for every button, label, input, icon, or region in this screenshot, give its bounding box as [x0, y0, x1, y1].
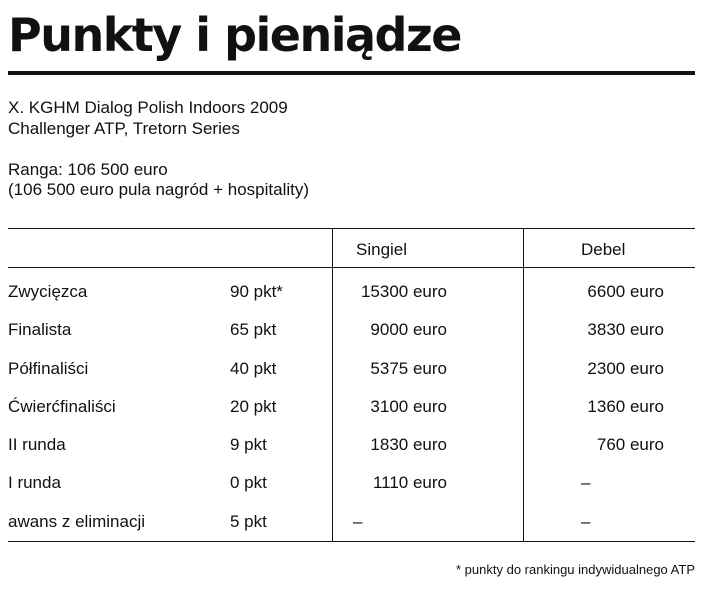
doubles-prize-cell: 760 euro	[596, 435, 664, 455]
table-bottom-border	[8, 541, 695, 542]
table-row	[0, 272, 705, 310]
table-header-divider	[8, 267, 695, 268]
table-row	[0, 387, 705, 425]
column-header-singles: Singiel	[356, 240, 408, 259]
singles-prize-cell: 9000 euro	[370, 320, 447, 340]
points-cell: 40 pkt	[230, 358, 277, 378]
doubles-prize-cell: 3830 euro	[587, 320, 664, 340]
prize-table	[0, 272, 705, 540]
table-top-border	[8, 228, 695, 229]
doubles-prize-cell: –	[581, 473, 591, 493]
footnote: * punkty do rankingu indywidualnego ATP	[456, 562, 695, 577]
tournament-series: Challenger ATP, Tretorn Series	[8, 119, 240, 138]
round-cell: II runda	[8, 435, 66, 455]
points-cell: 9 pkt	[230, 435, 267, 455]
doubles-prize-cell: 1360 euro	[587, 396, 664, 416]
table-row	[0, 502, 705, 540]
table-row	[0, 310, 705, 348]
singles-prize-cell: –	[353, 511, 363, 531]
round-cell: Finalista	[8, 320, 72, 340]
points-cell: 20 pkt	[230, 396, 277, 416]
page-title: Punkty i pieniądze	[8, 8, 461, 62]
singles-prize-cell: 3100 euro	[370, 396, 447, 416]
tournament-rank-note: (106 500 euro pula nagród + hospitality)	[8, 180, 310, 199]
singles-prize-cell: 1830 euro	[370, 435, 447, 455]
table-row	[0, 349, 705, 387]
singles-prize-cell: 1110 euro	[372, 473, 447, 493]
singles-prize-cell: 15300 euro	[360, 282, 447, 301]
tournament-rank: Ranga: 106 500 euro	[8, 160, 168, 179]
singles-prize-cell: 5375 euro	[370, 358, 447, 378]
doubles-prize-cell: 6600 euro	[587, 282, 664, 301]
tournament-name: X. KGHM Dialog Polish Indoors 2009	[8, 98, 288, 117]
doubles-prize-cell: –	[581, 511, 591, 531]
table-row	[0, 463, 705, 501]
round-cell: I runda	[8, 473, 61, 493]
points-cell: 5 pkt	[230, 511, 267, 531]
points-cell: 90 pkt*	[230, 282, 283, 301]
doubles-prize-cell: 2300 euro	[587, 358, 664, 378]
title-divider	[8, 71, 695, 75]
round-cell: Zwycięzca	[8, 282, 88, 301]
points-cell: 65 pkt	[230, 320, 277, 340]
table-row	[0, 425, 705, 463]
points-cell: 0 pkt	[230, 473, 267, 493]
round-cell: Półfinaliści	[8, 358, 89, 378]
round-cell: Ćwierćfinaliści	[8, 396, 116, 416]
round-cell: awans z eliminacji	[8, 511, 145, 531]
column-header-doubles: Debel	[581, 240, 626, 259]
